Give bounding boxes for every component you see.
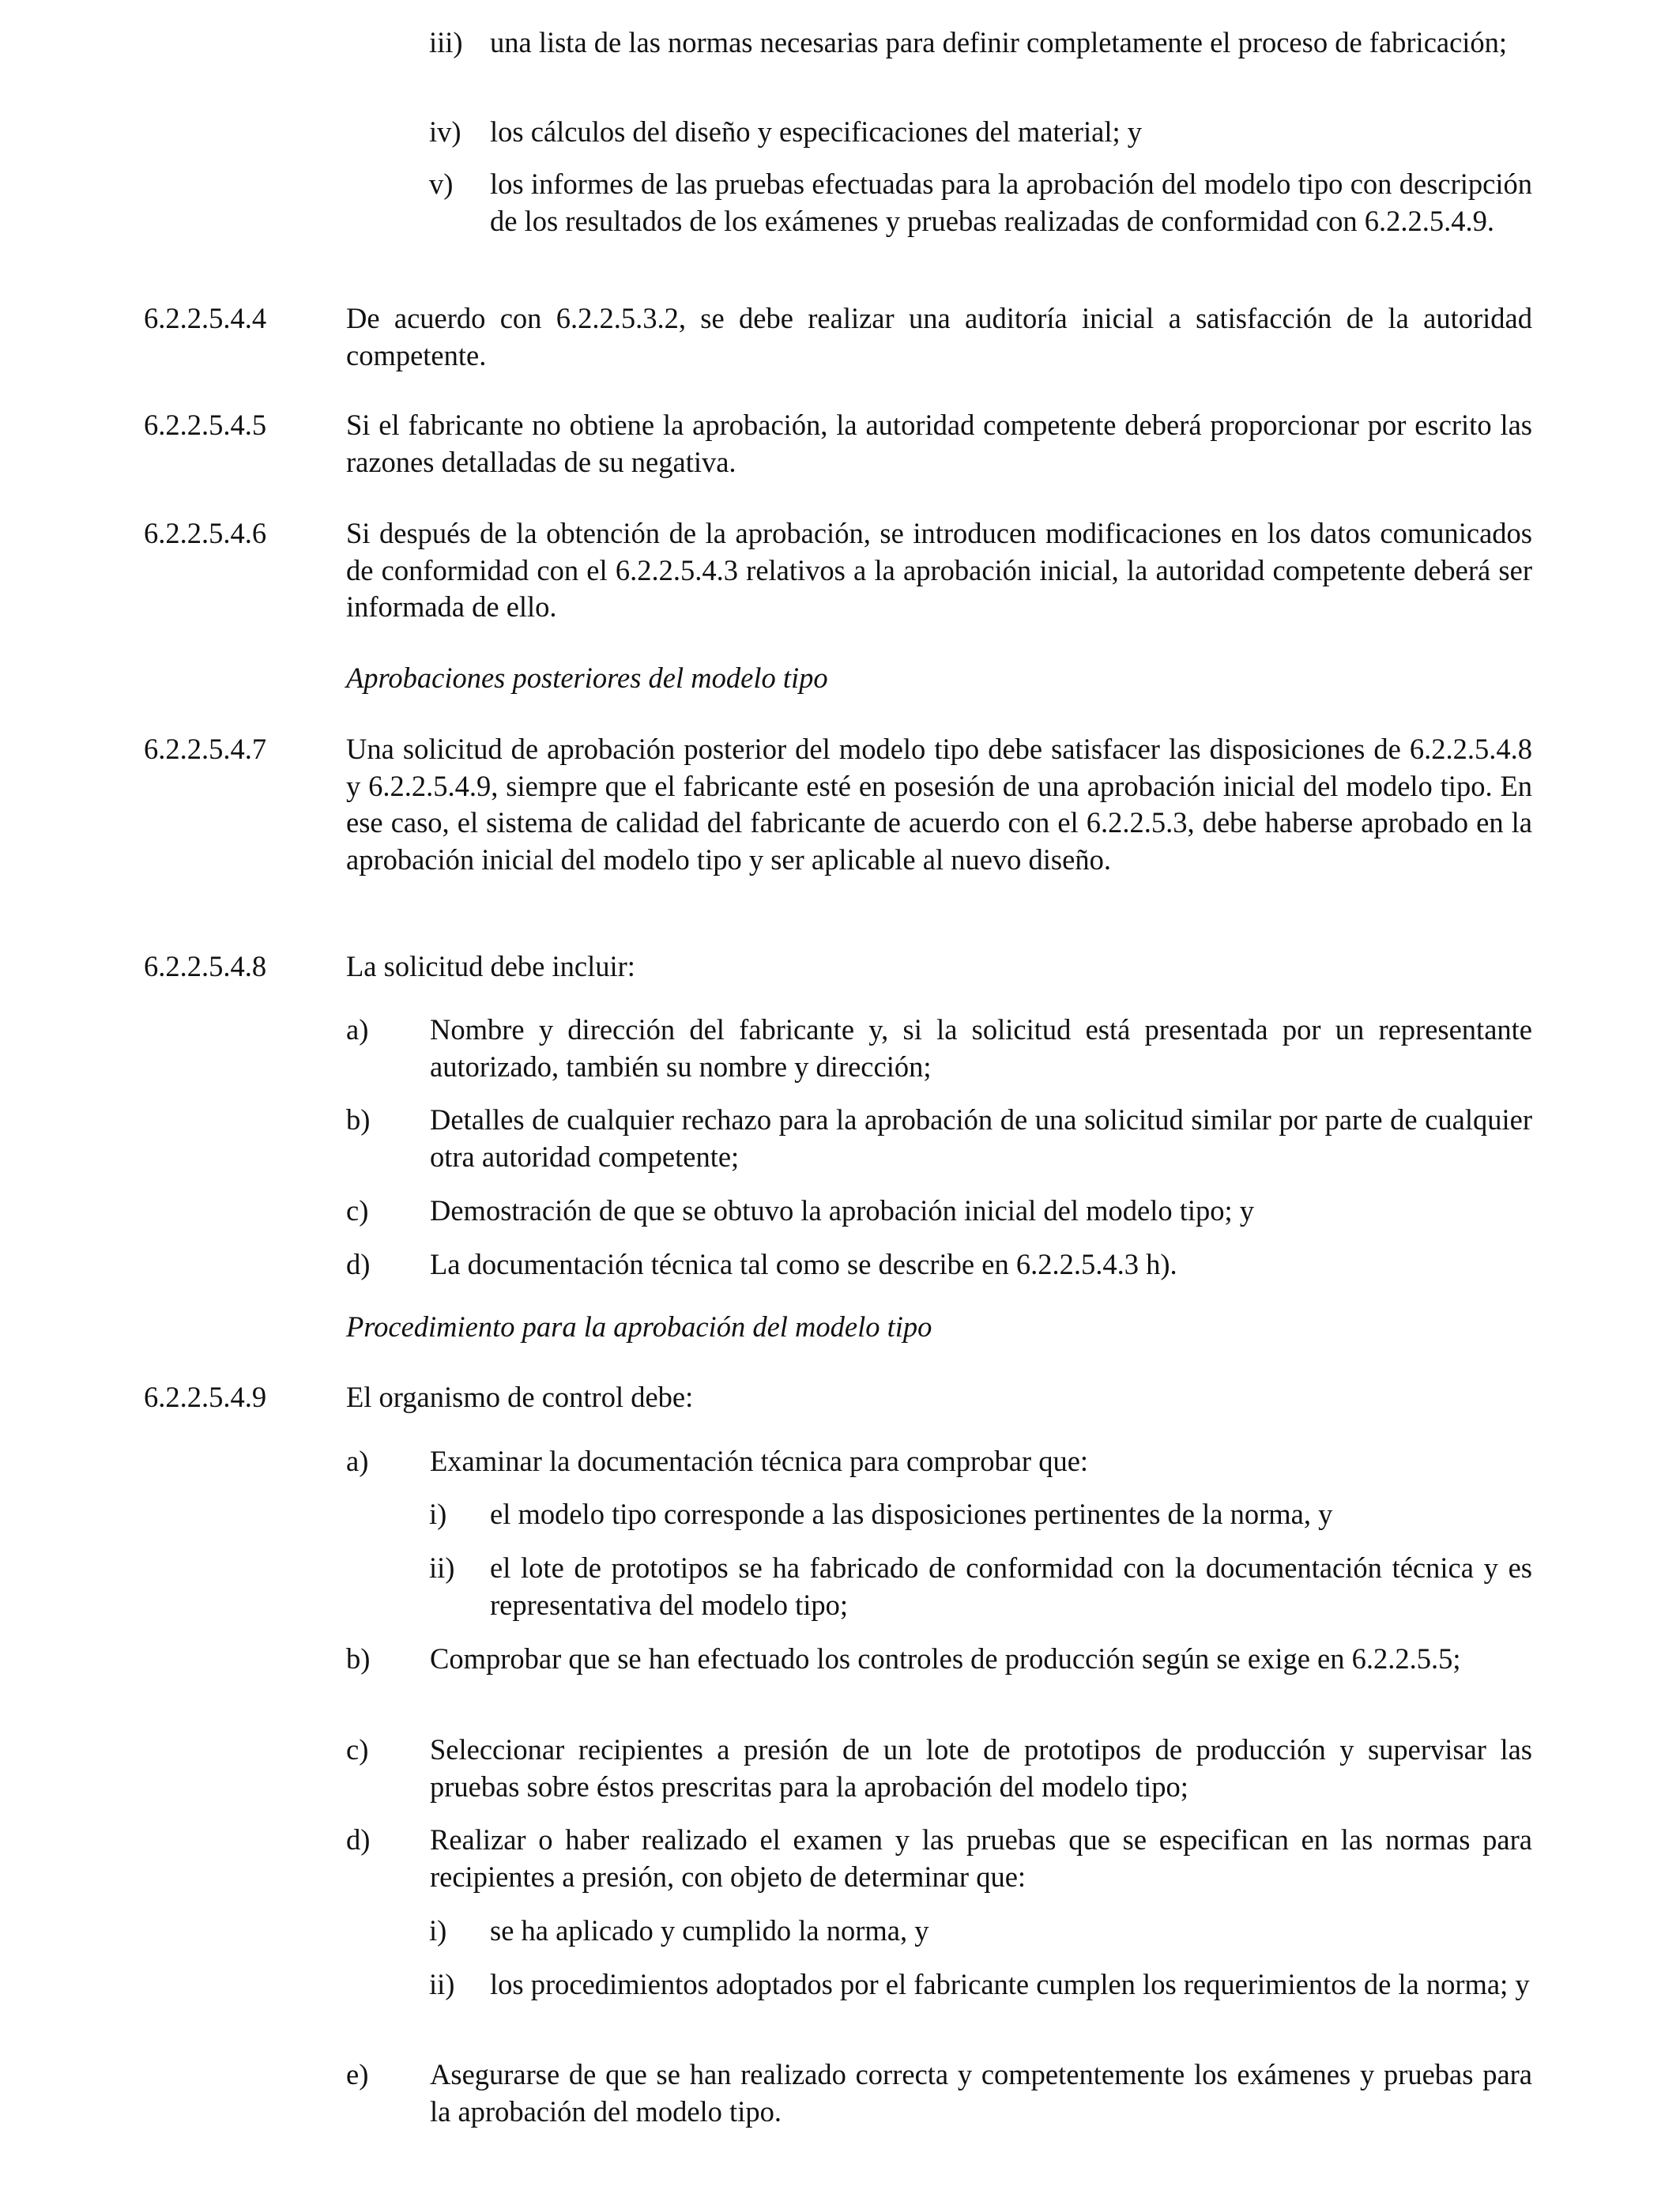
- list-text: Detalles de cualquier rechazo para la aprobación de una solicitud similar por parte de cualquier otra autoridad competente;: [430, 1103, 1532, 1173]
- list-label: a): [346, 1445, 369, 1477]
- paragraph-number: 6.2.2.5.4.5: [144, 409, 267, 441]
- list-text: Realizar o haber realizado el examen y las pruebas que se especifican en las normas para recipientes a presión, con objeto de determinar que:: [430, 1823, 1532, 1893]
- paragraph-text: Si después de la obtención de la aprobación, se introducen modificaciones en los datos comunicados de conformidad con el 6.2.2.5.4.3 relativos a la aprobación inicial, la autoridad competente deberá ser informada de ello.: [346, 517, 1532, 623]
- heading-text: Procedimiento para la aprobación del modelo tipo: [346, 1310, 932, 1343]
- list-label: v): [429, 168, 454, 200]
- list-label: c): [346, 1194, 369, 1227]
- paragraph-text: La solicitud debe incluir:: [346, 950, 635, 982]
- paragraph-number: 6.2.2.5.4.9: [144, 1381, 267, 1413]
- list-label: b): [346, 1103, 371, 1136]
- list-label: iv): [429, 115, 461, 148]
- list-text: se ha aplicado y cumplido la norma, y: [490, 1914, 929, 1947]
- list-text: Asegurarse de que se han realizado correcta y competentemente los exámenes y pruebas para la aprobación del modelo tipo.: [430, 2058, 1532, 2128]
- list-label: ii): [429, 1551, 455, 1584]
- list-label: ii): [429, 1968, 455, 2000]
- list-text: Examinar la documentación técnica para comprobar que:: [430, 1445, 1089, 1477]
- heading-text: Aprobaciones posteriores del modelo tipo: [346, 662, 828, 694]
- list-text: los procedimientos adoptados por el fabricante cumplen los requerimientos de la norma; y: [490, 1968, 1530, 2000]
- list-text: Seleccionar recipientes a presión de un lote de prototipos de producción y supervisar las pruebas sobre éstos prescritas para la aprobación del modelo tipo;: [430, 1733, 1532, 1803]
- list-label: b): [346, 1642, 371, 1675]
- paragraph-text: Una solicitud de aprobación posterior del modelo tipo debe satisfacer las disposiciones de 6.2.2.5.4.8 y 6.2.2.5.4.9, siempre que el fabricante esté en posesión de una aprobación inicial del modelo tipo. En ese caso, el sistema de calidad del fabricante de acuerdo con el 6.2.2.5.3, debe haberse aprobado en la aprobación inicial del modelo tipo y ser aplicable al nuevo diseño.: [346, 733, 1532, 876]
- list-text: los informes de las pruebas efectuadas para la aprobación del modelo tipo con descripción de los resultados de los exámenes y pruebas realizadas de conformidad con 6.2.2.5.4.9.: [490, 168, 1532, 237]
- list-text: Demostración de que se obtuvo la aprobación inicial del modelo tipo; y: [430, 1194, 1255, 1227]
- list-text: los cálculos del diseño y especificaciones del material; y: [490, 115, 1143, 148]
- list-label: e): [346, 2058, 369, 2090]
- list-text: La documentación técnica tal como se describe en 6.2.2.5.4.3 h).: [430, 1248, 1177, 1280]
- paragraph-number: 6.2.2.5.4.4: [144, 302, 267, 334]
- list-label: i): [429, 1914, 447, 1947]
- list-label: i): [429, 1498, 447, 1530]
- list-text: Comprobar que se han efectuado los controles de producción según se exige en 6.2.2.5.5;: [430, 1642, 1461, 1675]
- list-label: d): [346, 1823, 371, 1856]
- paragraph-text: Si el fabricante no obtiene la aprobación, la autoridad competente deberá proporcionar por escrito las razones detalladas de su negativa.: [346, 409, 1532, 478]
- list-label: iii): [429, 26, 463, 58]
- list-text: Nombre y dirección del fabricante y, si la solicitud está presentada por un representante autorizado, también su nombre y dirección;: [430, 1013, 1532, 1083]
- list-label: c): [346, 1733, 369, 1766]
- list-text: una lista de las normas necesarias para definir completamente el proceso de fabricación;: [490, 26, 1508, 58]
- paragraph-number: 6.2.2.5.4.6: [144, 517, 267, 549]
- paragraph-text: De acuerdo con 6.2.2.5.3.2, se debe realizar una auditoría inicial a satisfacción de la autoridad competente.: [346, 302, 1532, 371]
- paragraph-text: El organismo de control debe:: [346, 1381, 694, 1413]
- list-label: a): [346, 1013, 369, 1046]
- paragraph-number: 6.2.2.5.4.7: [144, 733, 267, 765]
- paragraph-number: 6.2.2.5.4.8: [144, 950, 267, 982]
- list-text: el lote de prototipos se ha fabricado de conformidad con la documentación técnica y es representativa del modelo tipo;: [490, 1551, 1532, 1621]
- list-text: el modelo tipo corresponde a las disposiciones pertinentes de la norma, y: [490, 1498, 1333, 1530]
- list-label: d): [346, 1248, 371, 1280]
